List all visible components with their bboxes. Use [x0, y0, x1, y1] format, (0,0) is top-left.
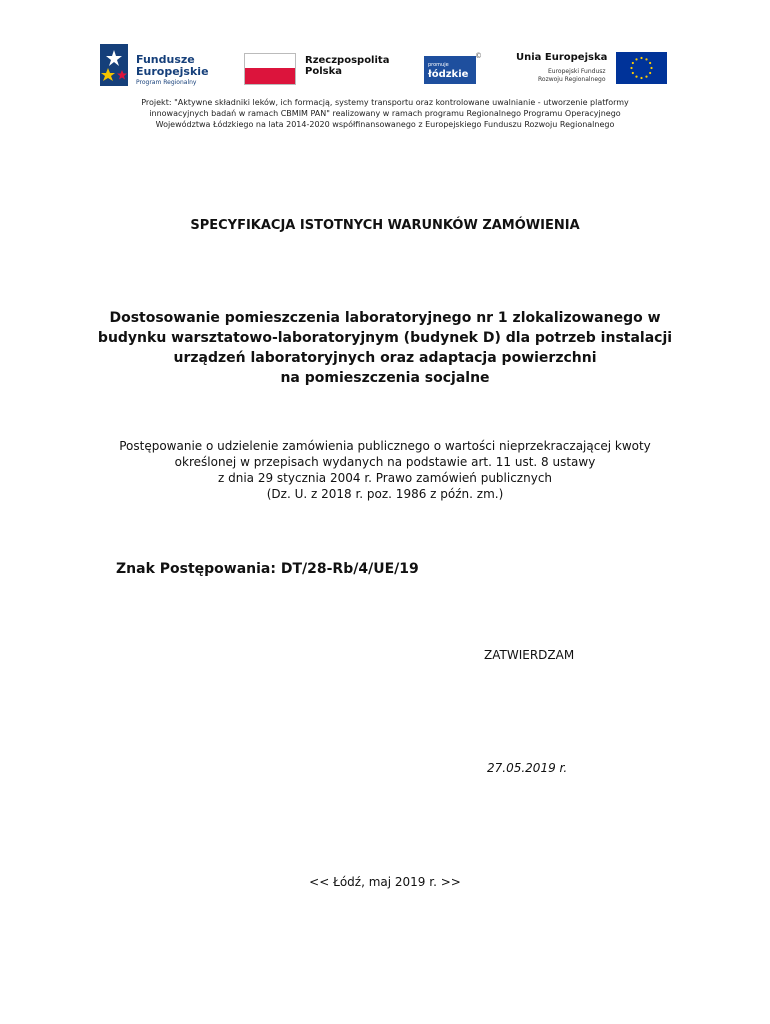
eu-star: [640, 57, 642, 59]
pl-title-line-2: Polska: [305, 66, 342, 77]
promuje-lodzkie-logo: [424, 52, 482, 86]
procedure-description: [80, 438, 690, 502]
eu-star: [650, 67, 652, 69]
procedure-line: określonej w przepisach wydanych na podstawie art. 11 ust. 8 ustawy: [174, 455, 596, 469]
fundusze-europejskie-title: [136, 54, 209, 78]
fe-title-line-1: Fundusze: [136, 53, 195, 66]
fundusze-europejskie-logo: [100, 44, 218, 86]
unia-europejska-logo: [516, 52, 668, 88]
fe-title-line-2: Europejskie: [136, 65, 209, 78]
lodzkie-badge-icon: [424, 56, 476, 84]
project-note: [100, 97, 670, 130]
eu-star: [635, 58, 637, 60]
lodzkie-big-text: łódzkie: [428, 69, 469, 80]
approval-date: 27.05.2019 r.: [487, 761, 568, 775]
procedure-line: z dnia 29 stycznia 2004 r. Prawo zamówień publicznych: [217, 471, 553, 485]
eu-star: [645, 76, 647, 78]
project-note-line: Województwa Łódzkiego na lata 2014-2020 współfinansowanego z Europejskiego Funduszu Rozwoju Regionalnego: [155, 120, 615, 129]
order-subject-line: budynku warsztatowo-laboratoryjnym (budynek D) dla potrzeb instalacji: [97, 330, 673, 346]
eu-star: [632, 72, 634, 74]
order-subject-line: Dostosowanie pomieszczenia laboratoryjnego nr 1 zlokalizowanego w: [109, 310, 661, 326]
logo-bar: [0, 40, 770, 90]
eu-star: [640, 77, 642, 79]
ue-subtitle-line-1: Europejski Fundusz: [547, 68, 606, 75]
document-heading: SPECYFIKACJA ISTOTNYCH WARUNKÓW ZAMÓWIENIA: [190, 218, 580, 233]
order-subject-line: urządzeń laboratoryjnych oraz adaptacja powierzchni: [173, 350, 597, 366]
fe-subtitle: Program Regionalny: [136, 79, 197, 86]
approval-label: ZATWIERDZAM: [484, 648, 575, 662]
procedure-line: Postępowanie o udzielenie zamówienia publicznego o wartości nieprzekraczającej kwoty: [119, 439, 651, 453]
pl-title: [305, 55, 389, 77]
eu-star: [630, 67, 632, 69]
eu-star: [645, 58, 647, 60]
order-subject: [90, 308, 680, 388]
place-and-date: << Łódź, maj 2019 r. >>: [309, 875, 461, 889]
eu-star: [632, 62, 634, 64]
eu-star: [649, 72, 651, 74]
procedure-line: (Dz. U. z 2018 r. poz. 1986 z późn. zm.): [266, 487, 504, 501]
fundusze-europejskie-mark-icon: [100, 44, 128, 86]
copyright-mark: ©: [475, 52, 482, 60]
rzeczpospolita-polska-logo: [244, 53, 404, 85]
project-note-line: Projekt: "Aktywne składniki leków, ich formacją, systemy transportu oraz kontrolowane uwalnianie - utworzenie platformy: [141, 98, 629, 107]
procedure-reference: Znak Postępowania: DT/28-Rb/4/UE/19: [116, 561, 419, 577]
eu-flag-icon: [616, 52, 667, 84]
pl-title-line-1: Rzeczpospolita: [305, 55, 390, 66]
lodzkie-small-text: promuje: [428, 62, 449, 68]
ue-subtitle-line-2: Rozwoju Regionalnego: [538, 76, 606, 83]
order-subject-line: na pomieszczenia socjalne: [280, 370, 490, 386]
polish-flag-icon: [244, 53, 296, 85]
ue-title: Unia Europejska: [516, 52, 608, 63]
eu-star: [635, 76, 637, 78]
ue-subtitle: [538, 68, 606, 84]
project-note-line: innowacyjnych badań w ramach CBMIM PAN" realizowany w ramach programu Regionalnego Programu Operacyjnego: [149, 109, 621, 118]
eu-star: [649, 62, 651, 64]
